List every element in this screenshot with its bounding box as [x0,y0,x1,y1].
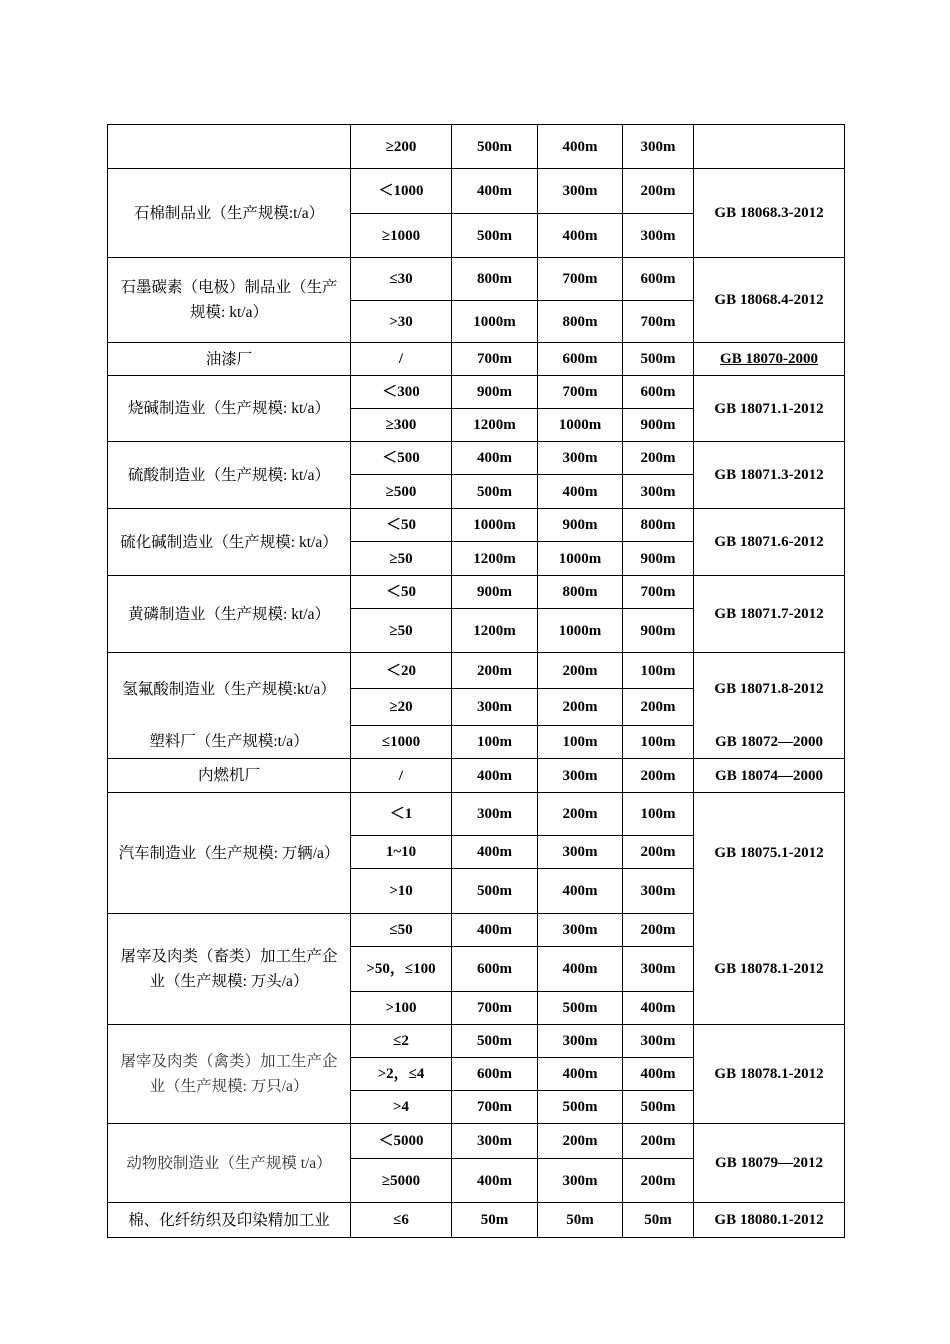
standard-code-cell: GB 18068.3-2012 [694,169,845,258]
industry-name-cell: 黄磷制造业（生产规模: kt/a） [108,576,351,653]
table-row [108,343,845,376]
scale-cell: ＜5000 [351,1124,452,1159]
scale-cell: ≥50 [351,542,452,576]
distance-cell-3: 500m [623,1091,694,1124]
distance-cell-2: 700m [538,258,623,301]
distance-cell-1: 600m [452,947,538,992]
distance-cell-1: 300m [452,793,538,836]
distance-cell-2: 300m [538,836,623,869]
industry-name-cell: 石墨碳素（电极）制品业（生产规模: kt/a） [108,258,351,343]
distance-cell-2: 300m [538,169,623,214]
protection-distance-table [107,124,845,1238]
scale-cell: ≥50 [351,609,452,653]
distance-cell-1: 500m [452,475,538,509]
standard-code-cell: GB 18079—2012 [694,1124,845,1203]
table-row [108,759,845,793]
distance-cell-2: 300m [538,442,623,475]
distance-cell-2: 600m [538,343,623,376]
scale-cell: ＜20 [351,653,452,689]
distance-cell-1: 700m [452,992,538,1025]
scale-cell: >4 [351,1091,452,1124]
distance-cell-2: 300m [538,1025,623,1058]
distance-cell-3: 200m [623,689,694,726]
standard-code-cell: GB 18071.6-2012 [694,509,845,576]
distance-cell-1: 200m [452,653,538,689]
distance-cell-1: 1200m [452,409,538,442]
distance-cell-3: 700m [623,301,694,343]
scale-cell: ＜1 [351,793,452,836]
table-row [108,509,845,542]
industry-name-cell: 石棉制品业（生产规模:t/a） [108,169,351,258]
industry-name-cell: 动物胶制造业（生产规模 t/a） [108,1124,351,1203]
distance-cell-3: 200m [623,836,694,869]
distance-cell-3: 300m [623,947,694,992]
distance-cell-1: 500m [452,869,538,914]
distance-cell-1: 500m [452,1025,538,1058]
scale-cell: ≤2 [351,1025,452,1058]
distance-cell-1: 900m [452,376,538,409]
distance-cell-2: 100m [538,726,623,759]
distance-cell-2: 50m [538,1203,623,1238]
industry-name-cell: 硫酸制造业（生产规模: kt/a） [108,442,351,509]
table-row [108,726,845,759]
scale-cell: ≤6 [351,1203,452,1238]
distance-cell-2: 400m [538,125,623,169]
distance-cell-2: 400m [538,1058,623,1091]
distance-cell-3: 200m [623,169,694,214]
distance-cell-3: 800m [623,509,694,542]
standard-code-cell: GB 18071.3-2012 [694,442,845,509]
distance-cell-1: 50m [452,1203,538,1238]
industry-name-cell: 塑料厂（生产规模:t/a） [108,726,351,759]
scale-cell: ≥300 [351,409,452,442]
distance-cell-3: 300m [623,125,694,169]
distance-cell-3: 600m [623,258,694,301]
distance-cell-1: 400m [452,442,538,475]
document-page [107,124,844,1238]
distance-cell-2: 300m [538,914,623,947]
scale-cell: >30 [351,301,452,343]
standard-code-cell: GB 18074—2000 [694,759,845,793]
industry-name-cell: 棉、化纤纺织及印染精加工业 [108,1203,351,1238]
distance-cell-3: 400m [623,1058,694,1091]
distance-cell-1: 1200m [452,542,538,576]
distance-cell-3: 900m [623,609,694,653]
distance-cell-3: 200m [623,914,694,947]
distance-cell-1: 400m [452,836,538,869]
distance-cell-2: 200m [538,653,623,689]
distance-cell-2: 400m [538,214,623,258]
table-row [108,1203,845,1238]
distance-cell-3: 300m [623,214,694,258]
distance-cell-2: 1000m [538,409,623,442]
distance-cell-2: 300m [538,759,623,793]
distance-cell-2: 500m [538,1091,623,1124]
table-row [108,653,845,689]
distance-cell-1: 300m [452,689,538,726]
scale-cell: ＜50 [351,576,452,609]
scale-cell: ≤30 [351,258,452,301]
table-row [108,258,845,301]
standard-code-cell: GB 18078.1-2012 [694,1025,845,1124]
industry-name-cell: 内燃机厂 [108,759,351,793]
distance-cell-2: 400m [538,869,623,914]
distance-cell-1: 1200m [452,609,538,653]
scale-cell: ≥20 [351,689,452,726]
industry-name-cell: 油漆厂 [108,343,351,376]
distance-cell-3: 900m [623,542,694,576]
distance-cell-3: 300m [623,475,694,509]
standard-code-cell: GB 18068.4-2012 [694,258,845,343]
distance-cell-3: 300m [623,1025,694,1058]
distance-cell-3: 50m [623,1203,694,1238]
distance-cell-3: 300m [623,869,694,914]
scale-cell: ＜1000 [351,169,452,214]
scale-cell: ≥200 [351,125,452,169]
distance-cell-1: 400m [452,759,538,793]
distance-cell-1: 700m [452,343,538,376]
distance-cell-2: 800m [538,301,623,343]
distance-cell-3: 500m [623,343,694,376]
table-row [108,169,845,214]
industry-name-cell: 屠宰及肉类（畜类）加工生产企业（生产规模: 万头/a） [108,914,351,1025]
scale-cell: >2，≤4 [351,1058,452,1091]
distance-cell-3: 100m [623,653,694,689]
scale-cell: ≤1000 [351,726,452,759]
scale-cell: ＜50 [351,509,452,542]
distance-cell-1: 100m [452,726,538,759]
distance-cell-2: 1000m [538,542,623,576]
distance-cell-2: 200m [538,793,623,836]
standard-code-cell: GB 18071.7-2012 [694,576,845,653]
standard-code-cell: GB 18071.8-2012 [694,653,845,726]
table-row [108,442,845,475]
distance-cell-2: 900m [538,509,623,542]
distance-cell-2: 800m [538,576,623,609]
industry-name-cell: 汽车制造业（生产规模: 万辆/a） [108,793,351,914]
distance-cell-3: 200m [623,1124,694,1159]
distance-cell-3: 200m [623,759,694,793]
table-row [108,793,845,836]
table-row [108,914,845,947]
distance-cell-3: 200m [623,442,694,475]
scale-cell: >10 [351,869,452,914]
scale-cell: >50，≤100 [351,947,452,992]
scale-cell: ＜500 [351,442,452,475]
standard-code-cell: GB 18071.1-2012 [694,376,845,442]
industry-name-cell: 屠宰及肉类（禽类）加工生产企业（生产规模: 万只/a） [108,1025,351,1124]
distance-cell-2: 500m [538,992,623,1025]
distance-cell-1: 400m [452,1159,538,1203]
distance-cell-1: 500m [452,214,538,258]
standard-code-cell [694,125,845,169]
table-body [108,125,845,1238]
distance-cell-3: 100m [623,726,694,759]
distance-cell-3: 200m [623,1159,694,1203]
industry-name-cell: 氢氟酸制造业（生产规模:kt/a） [108,653,351,726]
distance-cell-2: 400m [538,947,623,992]
standard-code-cell: GB 18078.1-2012 [694,914,845,1025]
scale-cell: ≥5000 [351,1159,452,1203]
distance-cell-2: 200m [538,1124,623,1159]
scale-cell: >100 [351,992,452,1025]
distance-cell-3: 700m [623,576,694,609]
distance-cell-1: 700m [452,1091,538,1124]
distance-cell-1: 400m [452,169,538,214]
distance-cell-1: 1000m [452,301,538,343]
distance-cell-2: 200m [538,689,623,726]
standard-code-cell: GB 18080.1-2012 [694,1203,845,1238]
industry-name-cell: 烧碱制造业（生产规模: kt/a） [108,376,351,442]
industry-name-cell [108,125,351,169]
distance-cell-2: 400m [538,475,623,509]
scale-cell: ＜300 [351,376,452,409]
distance-cell-1: 500m [452,125,538,169]
distance-cell-3: 400m [623,992,694,1025]
distance-cell-1: 600m [452,1058,538,1091]
table-row [108,576,845,609]
scale-cell: ≥1000 [351,214,452,258]
table-row [108,376,845,409]
table-row [108,1025,845,1058]
table-row [108,125,845,169]
distance-cell-3: 900m [623,409,694,442]
table-row [108,1124,845,1159]
distance-cell-2: 300m [538,1159,623,1203]
scale-cell: / [351,343,452,376]
distance-cell-1: 300m [452,1124,538,1159]
distance-cell-2: 700m [538,376,623,409]
distance-cell-1: 400m [452,914,538,947]
distance-cell-2: 1000m [538,609,623,653]
standard-code-cell: GB 18075.1-2012 [694,793,845,914]
industry-name-cell: 硫化碱制造业（生产规模: kt/a） [108,509,351,576]
scale-cell: / [351,759,452,793]
distance-cell-3: 600m [623,376,694,409]
distance-cell-1: 900m [452,576,538,609]
scale-cell: 1~10 [351,836,452,869]
standard-code-cell: GB 18072—2000 [694,726,845,759]
distance-cell-3: 100m [623,793,694,836]
standard-code-cell: GB 18070-2000 [694,343,845,376]
scale-cell: ≥500 [351,475,452,509]
scale-cell: ≤50 [351,914,452,947]
distance-cell-1: 800m [452,258,538,301]
distance-cell-1: 1000m [452,509,538,542]
